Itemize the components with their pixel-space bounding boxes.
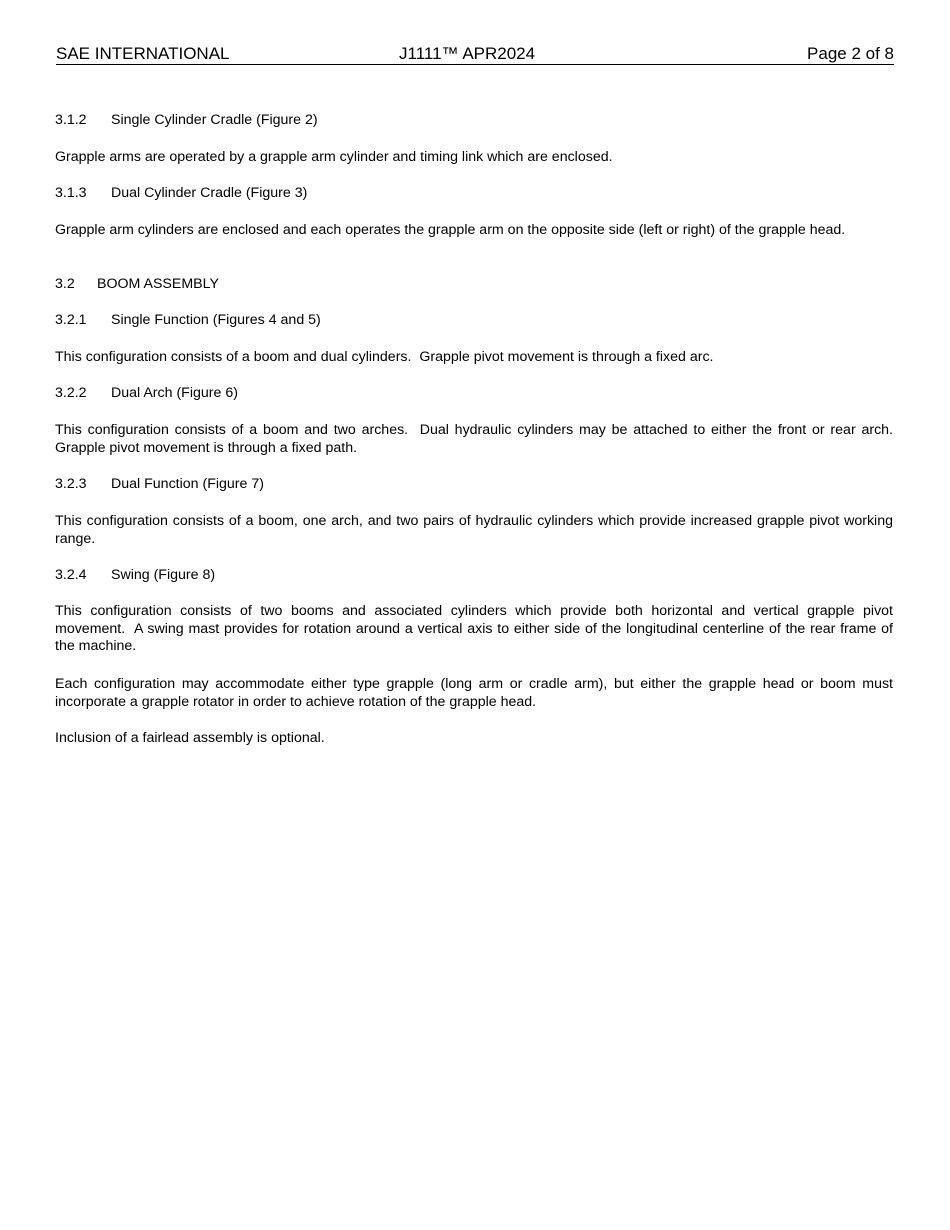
heading-3-2-4 <box>55 567 215 585</box>
heading-number: 3.2.1 <box>55 312 87 328</box>
paragraph-3-2-3: This configuration consists of a boom, one arch, and two pairs of hydraulic cylinders which provide increased grapple pivot working range. <box>55 513 893 547</box>
paragraph-3-2-1: This configuration consists of a boom and dual cylinders. Grapple pivot movement is through a fixed arc. <box>55 349 714 365</box>
header-document-id: J1111™ APR2024 <box>399 44 536 63</box>
heading-number: 3.1.2 <box>55 112 87 128</box>
paragraph-configuration-note: Each configuration may accommodate either type grapple (long arm or cradle arm), but either the grapple head or boom must incorporate a grapple rotator in order to achieve rotation of the grapple head. <box>55 676 893 710</box>
heading-number: 3.1.3 <box>55 185 87 201</box>
header-page-number: Page 2 of 8 <box>807 44 894 63</box>
paragraph-3-2-2: This configuration consists of a boom and two arches. Dual hydraulic cylinders may be attached to either the front or rear arch. Grapple pivot movement is through a fixed path. <box>55 422 901 456</box>
heading-3-1-2 <box>55 112 318 130</box>
paragraph-fairlead-note: Inclusion of a fairlead assembly is optional. <box>55 730 325 746</box>
heading-number: 3.2.3 <box>55 476 87 492</box>
paragraph-3-1-3: Grapple arm cylinders are enclosed and each operates the grapple arm on the opposite side (left or right) of the grapple head. <box>55 222 846 238</box>
heading-title: Dual Function (Figure 7) <box>111 476 264 492</box>
heading-3-1-3 <box>55 185 307 203</box>
heading-3-2-3 <box>55 476 264 494</box>
heading-title: Single Function (Figures 4 and 5) <box>111 312 321 328</box>
heading-number: 3.2.4 <box>55 567 87 583</box>
heading-title: Dual Arch (Figure 6) <box>111 385 238 401</box>
paragraph-3-1-2: Grapple arms are operated by a grapple arm cylinder and timing link which are enclosed. <box>55 149 613 165</box>
heading-number: 3.2 <box>55 276 75 292</box>
heading-3-2-1 <box>55 312 321 330</box>
paragraph-3-2-4: This configuration consists of two booms and associated cylinders which provide both horizontal and vertical grapple pivot movement. A swing mast provides for rotation around a vertical axis to either side of the longitudinal centerline of the rear frame of the machine. <box>55 603 897 654</box>
page-header <box>56 44 894 65</box>
heading-3-2-2 <box>55 385 238 403</box>
heading-title: Single Cylinder Cradle (Figure 2) <box>111 112 318 128</box>
heading-3-2 <box>55 276 219 294</box>
heading-number: 3.2.2 <box>55 385 87 401</box>
heading-title: Dual Cylinder Cradle (Figure 3) <box>111 185 308 201</box>
heading-title: BOOM ASSEMBLY <box>97 276 219 292</box>
header-organization: SAE INTERNATIONAL <box>56 44 230 63</box>
heading-title: Swing (Figure 8) <box>111 567 216 583</box>
